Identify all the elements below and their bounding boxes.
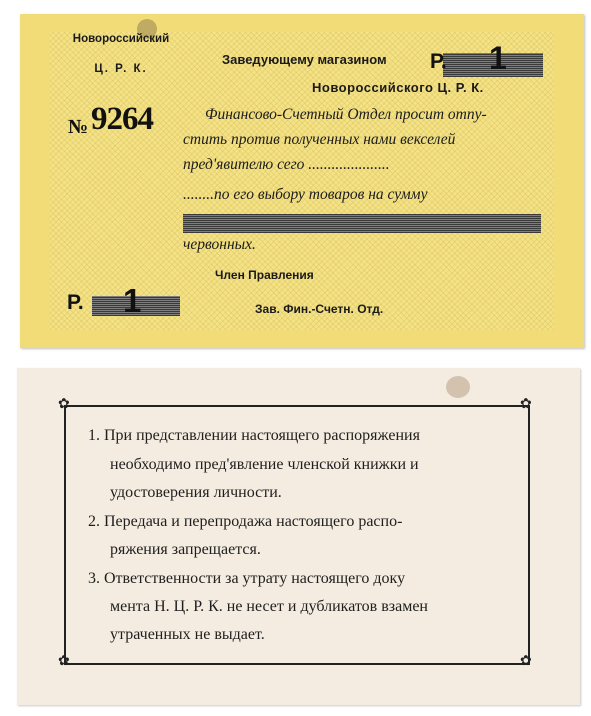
rule-2-line-2: ряжения запрещается. (110, 541, 261, 558)
issuer-abbrev: Ц. Р. К. (94, 63, 148, 75)
body-line-1: Финансово-Счетный Отдел просит отпу- (205, 106, 487, 123)
paper-stain (446, 376, 470, 398)
amount-left: 1 (123, 282, 142, 319)
body-line-4: ........по его выбору товаров на сумму (183, 186, 428, 203)
corner-ornament-icon: ✿ (58, 396, 70, 412)
corner-ornament-icon: ✿ (58, 653, 70, 669)
currency-symbol-top: Р. (430, 50, 447, 73)
currency-symbol-left: Р. (67, 291, 84, 314)
corner-ornament-icon: ✿ (520, 396, 532, 412)
serial-number: 9264 (91, 101, 153, 137)
signature-finance-head: Зав. Фин.-Счетн. Отд. (255, 302, 384, 316)
rule-1-line-3: удостоверения личности. (110, 484, 282, 501)
rule-2-line-1: 2. Передача и перепродажа настоящего распо- (88, 513, 403, 530)
body-line-5: червонных. (183, 236, 256, 253)
signature-board-member: Член Правления (215, 268, 314, 282)
corner-ornament-icon: ✿ (520, 653, 532, 669)
rule-1-line-2: необходимо пред'явление членской книжки и (110, 456, 419, 473)
amount-top: 1 (489, 40, 507, 76)
addressee-line-1: Заведующему магазином (222, 52, 387, 67)
issuer-name: Новороссийский (72, 33, 170, 45)
body-line-2: стить против полученных нами векселей (183, 131, 456, 148)
serial-prefix: № (68, 116, 89, 138)
rule-1-line-1: 1. При представлении настоящего распоряжения (88, 427, 420, 444)
amount-bar-middle (183, 214, 541, 233)
rule-3-line-2: мента Н. Ц. Р. К. не несет и дубликатов взамен (110, 598, 428, 615)
rule-3-line-3: утраченных не выдает. (110, 626, 265, 643)
rule-3-line-1: 3. Ответственности за утрату настоящего доку (88, 570, 406, 587)
body-line-3: пред'явителю сего ..................... (183, 156, 390, 173)
addressee-line-2: Новороссийского Ц. Р. К. (312, 80, 484, 95)
